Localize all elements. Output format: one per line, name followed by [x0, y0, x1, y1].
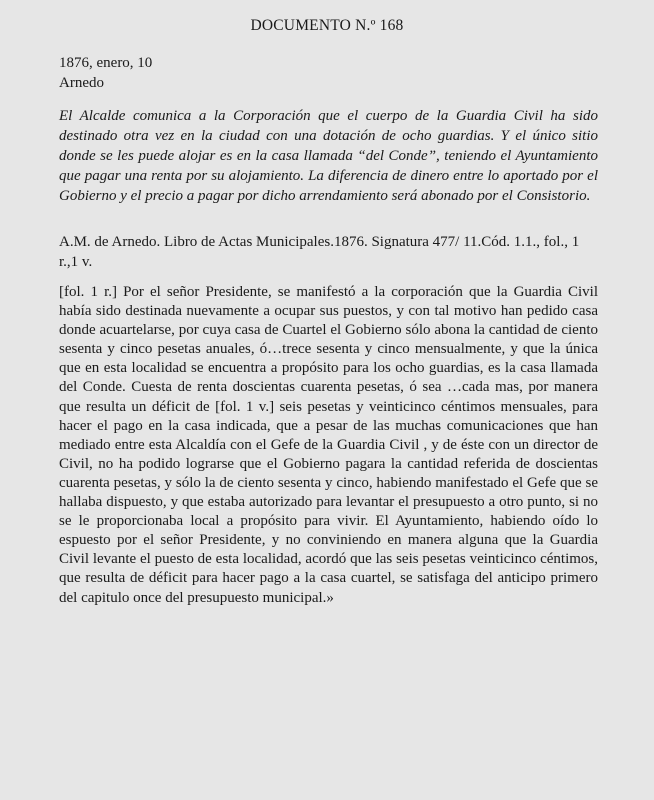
document-date: 1876, enero, 10	[59, 55, 153, 71]
document-body: [fol. 1 r.] Por el señor Presidente, se manifestó a la corporación que la Guardia Civil había sido destinada nuevamente a ocupar sus puestos, y con tal motivo han pedido casa donde acuartelarse, por cuya casa de Cuartel el Gobierno sólo abona la cantidad de ciento sesenta y cinco pesetas anuales, ó…trece sesenta y cinco mensualmente, y que la única que en esta localidad se encuentra a propósito para los ocho guardias, es la casa llamada del Conde. Cuesta de renta doscientas cuarenta pesetas, ó sea …cada mas, por manera que resulta un déficit de [fol. 1 v.] seis pesetas y veinticinco céntimos mensuales, para hacer el pago en la casa indicada, que a pesar de las muchas comunicaciones que han mediado entre esta Alcaldía con el Gefe de la Guardia Civil , y de éste con un director de Civil, no ha podido lograrse que el Gobierno pagara la cantidad referida de doscientas cuarenta pesetas, y sólo la de ciento sesenta y cinco, habiendo manifestado el Gefe que se hallaba dispuesto, y que estaba autorizado para levantar el presupuesto a otro punto, si no se le proporcionaba local a propósito para vivir. El Ayuntamiento, habiendo oído lo espuesto por el señor Presidente, y no conviniendo en manera alguna que la Guardia Civil levante el puesto de esta localidad, acordó que las seis pesetas veinticinco céntimos, que resulta de déficit para hacer pago a la casa cuartel, se satisfaga del anticipo primero del capitulo once del presupuesto municipal.»	[59, 284, 598, 606]
document-summary: El Alcalde comunica a la Corporación que el cuerpo de la Guardia Civil ha sido destinado otra vez en la ciudad con una dotación de ocho guardias. Y el único sitio donde se les puede alojar es en la casa llamada “del Conde”, teniendo el Ayuntamiento que pagar una renta por su alojamiento. La diferencia de dinero entre lo aportado por el Gobierno y el precio a pagar por dicho arrendamiento será abonado por el Consistorio.	[59, 108, 598, 204]
document-title: DOCUMENTO N.º 168	[250, 17, 404, 34]
document-place: Arnedo	[59, 75, 104, 91]
document-source-citation: A.M. de Arnedo. Libro de Actas Municipales.1876. Signatura 477/ 11.Cód. 1.1., fol., 1 r.,1 v.	[59, 234, 580, 270]
